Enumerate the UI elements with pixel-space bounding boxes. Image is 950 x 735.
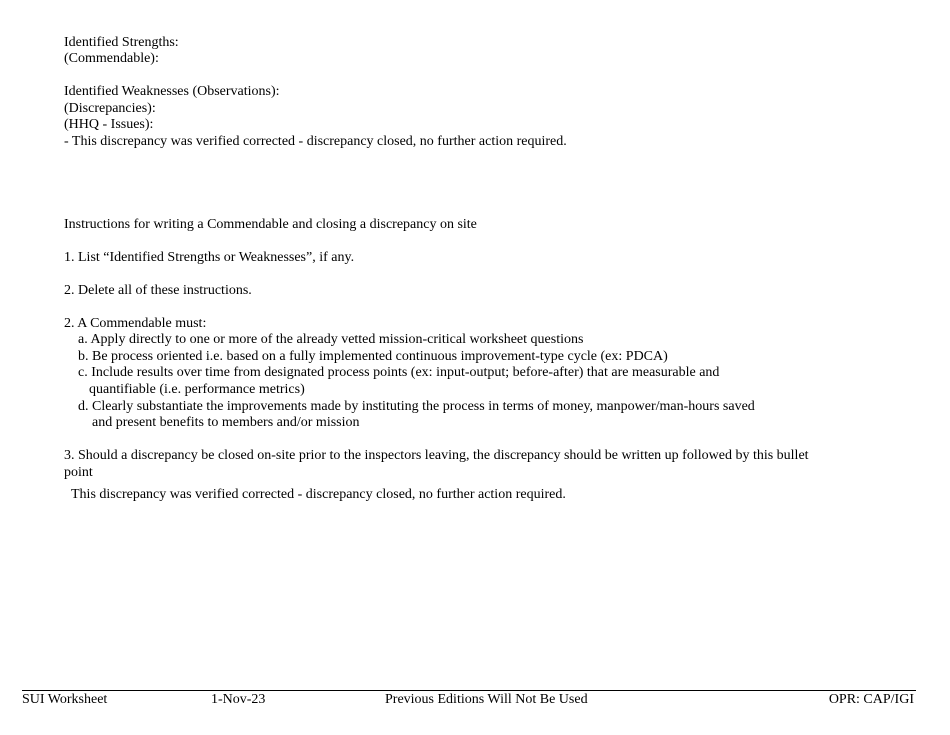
instructions-title: Instructions for writing a Commendable and closing a discrepancy on site — [64, 217, 477, 232]
commendable-item-d-line1: d. Clearly substantiate the improvements made by instituting the process in terms of money, manpower/man-hours saved — [78, 399, 755, 414]
commendable-label: (Commendable): — [64, 51, 159, 66]
commendable-item-c-line1: c. Include results over time from designated process points (ex: input-output; before-after) that are measurable and — [78, 365, 720, 380]
footer-date: 1-Nov-23 — [211, 692, 266, 707]
discrepancy-closed-note: - This discrepancy was verified corrected - discrepancy closed, no further action required. — [64, 134, 567, 149]
footer-form-name: SUI Worksheet — [22, 692, 108, 707]
footer-opr: OPR: CAP/IGI — [828, 692, 914, 707]
commendable-item-d-line2: and present benefits to members and/or mission — [92, 415, 360, 430]
discrepancies-label: (Discrepancies): — [64, 101, 156, 116]
weaknesses-heading: Identified Weaknesses (Observations): — [64, 84, 280, 99]
instruction-step3-line1: 3. Should a discrepancy be closed on-site prior to the inspectors leaving, the discrepancy should be written up followed by this bullet — [64, 448, 809, 463]
commendable-intro: 2. A Commendable must: — [64, 316, 207, 331]
footer-notice: Previous Editions Will Not Be Used — [385, 692, 588, 707]
commendable-item-a: a. Apply directly to one or more of the already vetted mission-critical worksheet questions — [78, 332, 584, 347]
footer-divider — [22, 690, 916, 691]
hhq-issues-label: (HHQ - Issues): — [64, 117, 154, 132]
instruction-step-list: 1. List “Identified Strengths or Weaknesses”, if any. — [64, 250, 355, 265]
closing-bullet-text: This discrepancy was verified corrected - discrepancy closed, no further action required. — [71, 487, 566, 502]
commendable-item-c-line2: quantifiable (i.e. performance metrics) — [89, 382, 305, 397]
strengths-heading: Identified Strengths: — [64, 35, 179, 50]
commendable-item-b: b. Be process oriented i.e. based on a fully implemented continuous improvement-type cycle (ex: PDCA) — [78, 349, 668, 364]
instruction-step-delete: 2. Delete all of these instructions. — [64, 283, 252, 298]
instruction-step3-line2: point — [64, 465, 93, 480]
